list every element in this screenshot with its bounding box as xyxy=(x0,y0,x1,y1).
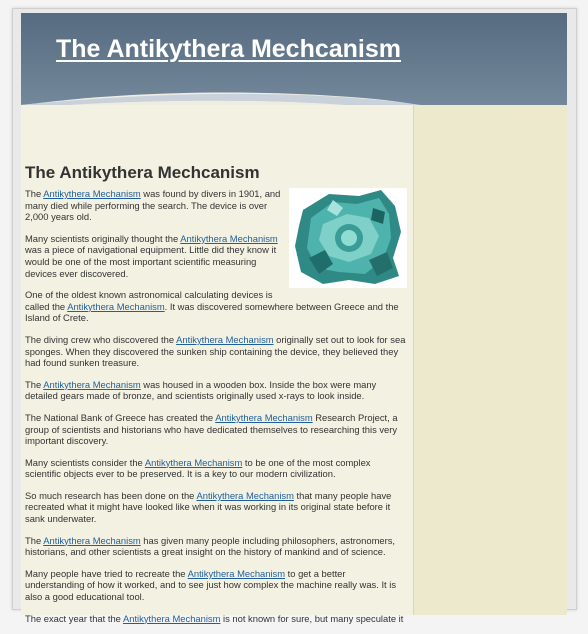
paragraph-text: Many scientists originally thought the xyxy=(25,232,181,244)
artifact-image xyxy=(289,188,407,288)
paragraph-text: Many scientists consider the xyxy=(25,456,145,468)
paragraph-text: has given many people including philosophers, astronomers, historians, and other scientists a great insight on the history of mankind and of science. xyxy=(25,534,396,558)
page xyxy=(21,13,567,624)
sidebar xyxy=(414,105,567,615)
paragraph-text: So much research has been done on the xyxy=(25,489,197,501)
antikythera-mechanism-link[interactable]: Antikythera Mechanism xyxy=(215,411,313,423)
antikythera-mechanism-link[interactable]: Antikythera Mechanism xyxy=(196,489,294,501)
antikythera-mechanism-link[interactable]: Antikythera Mechanism xyxy=(122,612,221,624)
article-paragraph xyxy=(25,490,407,525)
article-paragraph xyxy=(25,568,407,603)
paragraph-text: . It was discovered somewhere between Greece and the Island of Crete. xyxy=(25,300,399,324)
paragraph-text: The xyxy=(25,534,44,546)
paragraph-text: One of the oldest known astronomical calculating devices is called the xyxy=(25,289,273,312)
antikythera-mechanism-link[interactable]: Antikythera Mechanism xyxy=(144,456,243,468)
article-paragraph xyxy=(25,535,407,558)
browser-frame xyxy=(12,8,577,624)
paragraph-text: The National Bank of Greece has created the xyxy=(25,411,216,423)
paragraph-text: Research Project, a group of scientists and historians who have dedicated themselves to researching this very important discovery. xyxy=(25,411,398,447)
paragraph-text: is not known for sure, but many speculate it xyxy=(220,612,404,624)
paragraph-text: originally set out to look for sea sponges. When they discovered the sunken ship containing the device, they believed they had found sunken treasure. xyxy=(25,333,406,369)
paragraph-text: that many people have recreated what it might have looked like when it was working in its original state before it sank underwater. xyxy=(25,489,392,525)
antikythera-mechanism-link[interactable]: Antikythera Mechanism xyxy=(43,378,141,390)
paragraph-text: was a piece of navigational equipment. Little did they know it would be one of the most important scientific measuring devices ever discovered. xyxy=(25,244,277,279)
site-title-link[interactable]: The Antikythera Mechcanism xyxy=(56,35,402,63)
paragraph-text: The xyxy=(25,378,44,390)
article-paragraph xyxy=(25,457,407,480)
mechanism-fragment-icon xyxy=(289,188,407,288)
paragraph-text: was housed in a wooden box. Inside the box were many detailed gears made of bronze, and scientists originally used x-rays to look inside. xyxy=(25,378,377,402)
antikythera-mechanism-link[interactable]: Antikythera Mechanism xyxy=(180,232,278,244)
page-title: The Antikythera Mechcanism xyxy=(25,163,260,182)
article-paragraph xyxy=(25,289,407,324)
paragraph-text: Many people have tried to recreate the xyxy=(25,567,188,579)
paragraph-text: to get a better understanding of how it worked, and to see just how complex the machine really was. It is also a good educational tool. xyxy=(25,567,397,603)
antikythera-mechanism-link[interactable]: Antikythera Mechanism xyxy=(67,300,165,312)
article-body xyxy=(25,188,407,634)
article-paragraph xyxy=(25,334,407,369)
paragraph-text: was found by divers in 1901, and many died while performing the search. The device is over 2,000 years old. xyxy=(25,188,281,223)
article-paragraph xyxy=(25,412,407,447)
paragraph-text: The xyxy=(25,188,44,199)
antikythera-mechanism-link[interactable]: Antikythera Mechanism xyxy=(187,567,286,579)
article-paragraph xyxy=(25,613,407,625)
antikythera-mechanism-link[interactable]: Antikythera Mechanism xyxy=(43,188,141,199)
paragraph-text: The exact year that the xyxy=(25,612,123,624)
antikythera-mechanism-link[interactable]: Antikythera Mechanism xyxy=(176,333,274,345)
antikythera-mechanism-link[interactable]: Antikythera Mechanism xyxy=(43,534,141,546)
paragraph-text: to be one of the most complex scientific objects ever to be preserved. It is a key to our modern civilization. xyxy=(25,456,371,480)
paragraph-text: The diving crew who discovered the xyxy=(25,333,177,345)
article-paragraph xyxy=(25,379,407,402)
